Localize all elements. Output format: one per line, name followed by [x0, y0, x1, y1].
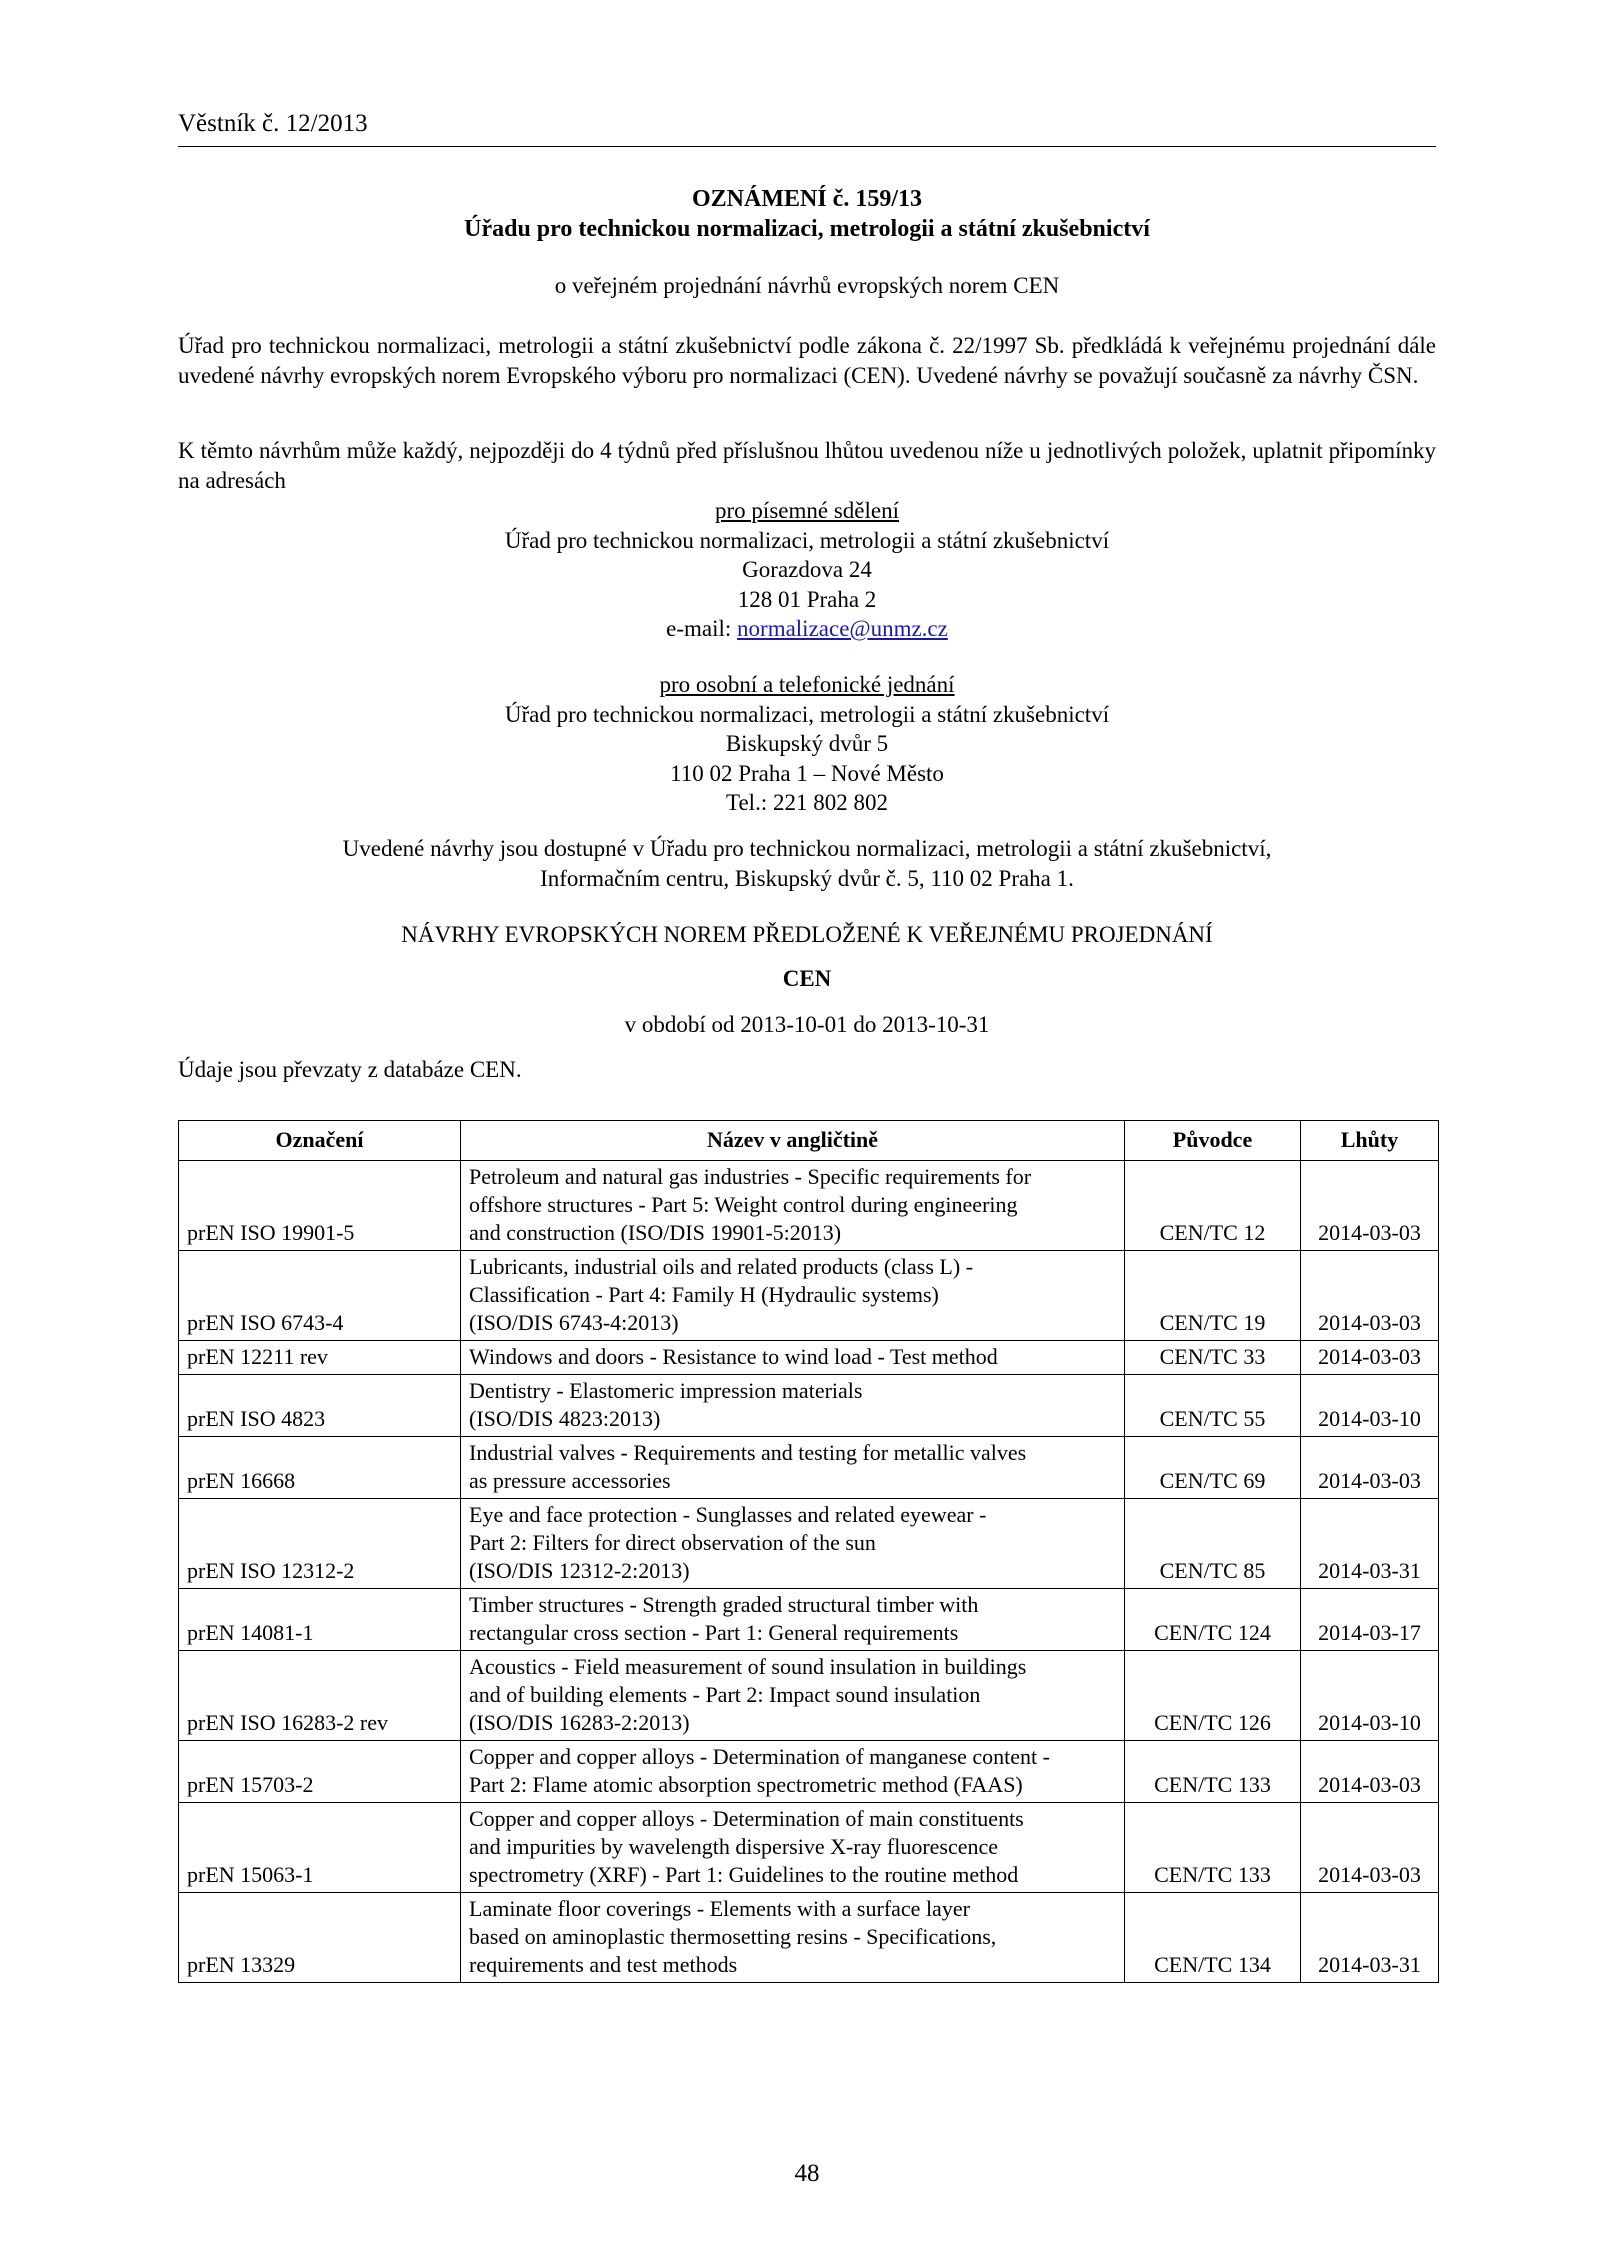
standard-designation: prEN ISO 6743-4	[179, 1251, 461, 1341]
standard-title-line: Laminate floor coverings - Elements with a surface layer	[469, 1896, 970, 1921]
standard-deadline: 2014-03-03	[1301, 1161, 1439, 1251]
header-rule	[178, 146, 1436, 147]
standard-originator: CEN/TC 19	[1125, 1251, 1301, 1341]
table-row	[179, 1375, 1439, 1437]
standard-originator: CEN/TC 133	[1125, 1803, 1301, 1893]
email-label: e-mail:	[666, 616, 738, 641]
standard-title-line: (ISO/DIS 16283-2:2013)	[469, 1710, 690, 1735]
personal-contact-city: 110 02 Praha 1 – Nové Město	[670, 760, 944, 786]
table-row	[179, 1161, 1439, 1251]
standard-title	[461, 1341, 1125, 1375]
comments-paragraph: K těmto návrhům může každý, nejpozději do 4 týdnů před příslušnou lhůtou uvedenou níže u jednotlivých položek, uplatnit připomínky na adresách	[178, 438, 1436, 493]
table-row	[179, 1341, 1439, 1375]
table-body	[179, 1161, 1439, 1983]
standard-designation: prEN 16668	[179, 1437, 461, 1499]
table-row	[179, 1437, 1439, 1499]
standard-title-line: Industrial valves - Requirements and testing for metallic valves	[469, 1440, 1027, 1465]
standard-originator: CEN/TC 85	[1125, 1499, 1301, 1589]
section-org: CEN	[782, 966, 832, 991]
standard-title-line: Dentistry - Elastomeric impression materials	[469, 1378, 863, 1403]
standard-deadline: 2014-03-03	[1301, 1741, 1439, 1803]
standards-table	[178, 1120, 1439, 1983]
standard-title-line: and of building elements - Part 2: Impact sound insulation	[469, 1682, 981, 1707]
standard-deadline: 2014-03-17	[1301, 1589, 1439, 1651]
standard-title-line: Windows and doors - Resistance to wind load - Test method	[469, 1344, 998, 1369]
standard-title-line: as pressure accessories	[469, 1468, 671, 1493]
standard-title-line: Copper and copper alloys - Determination of main constituents	[469, 1806, 1024, 1831]
availability-line-1: Uvedené návrhy jsou dostupné v Úřadu pro technickou normalizaci, metrologii a státní zkušebnictví,	[342, 836, 1272, 861]
standard-title-line: and impurities by wavelength dispersive X-ray fluorescence	[469, 1834, 999, 1859]
availability-block	[178, 834, 1436, 893]
standard-designation: prEN ISO 19901-5	[179, 1161, 461, 1251]
standard-title-line: Timber structures - Strength graded structural timber with	[469, 1592, 979, 1617]
standard-originator: CEN/TC 33	[1125, 1341, 1301, 1375]
standard-designation: prEN 15703-2	[179, 1741, 461, 1803]
table-row	[179, 1589, 1439, 1651]
standard-title-line: (ISO/DIS 12312-2:2013)	[469, 1558, 690, 1583]
written-contact-heading: pro písemné sdělení	[715, 498, 899, 523]
standard-designation: prEN ISO 16283-2 rev	[179, 1651, 461, 1741]
personal-contact-phone: Tel.: 221 802 802	[726, 790, 888, 815]
table-row	[179, 1651, 1439, 1741]
standard-originator: CEN/TC 126	[1125, 1651, 1301, 1741]
standard-deadline: 2014-03-31	[1301, 1893, 1439, 1983]
standard-originator: CEN/TC 134	[1125, 1893, 1301, 1983]
journal-header: Věstník č. 12/2013	[178, 110, 368, 137]
standard-title-line: requirements and test methods	[469, 1952, 738, 1977]
standard-title	[461, 1651, 1125, 1741]
standard-title	[461, 1161, 1125, 1251]
column-header-designation: Označení	[179, 1121, 461, 1161]
standard-title-line: Eye and face protection - Sunglasses and related eyewear -	[469, 1502, 987, 1527]
data-source-note: Údaje jsou převzaty z databáze CEN.	[178, 1057, 522, 1082]
standard-title-line: Part 2: Flame atomic absorption spectrometric method (FAAS)	[469, 1772, 1023, 1797]
standard-designation: prEN 12211 rev	[179, 1341, 461, 1375]
table-header-row	[179, 1121, 1439, 1161]
standard-designation: prEN 13329	[179, 1893, 461, 1983]
written-contact-block	[178, 496, 1436, 644]
standard-originator: CEN/TC 55	[1125, 1375, 1301, 1437]
standard-title-line: Part 2: Filters for direct observation of the sun	[469, 1530, 876, 1555]
written-contact-street: Gorazdova 24	[742, 557, 872, 582]
standard-deadline: 2014-03-03	[1301, 1251, 1439, 1341]
intro-paragraph: Úřad pro technickou normalizaci, metrologii a státní zkušebnictví podle zákona č. 22/1997 Sb. předkládá k veřejnému projednání dále uvedené návrhy evropských norem Evropského výboru pro normalizaci (CEN). Uvedené návrhy se považují současně za návrhy ČSN.	[178, 333, 1436, 388]
standard-title-line: Lubricants, industrial oils and related products (class L) -	[469, 1254, 974, 1279]
standard-title	[461, 1893, 1125, 1983]
standard-title	[461, 1589, 1125, 1651]
written-contact-org: Úřad pro technickou normalizaci, metrologii a státní zkušebnictví	[504, 527, 1110, 553]
standard-designation: prEN ISO 12312-2	[179, 1499, 461, 1589]
standard-originator: CEN/TC 12	[1125, 1161, 1301, 1251]
availability-line-2: Informačním centru, Biskupský dvůr č. 5, 110 02 Praha 1.	[540, 865, 1074, 891]
notice-subtitle: o veřejném projednání návrhů evropských norem CEN	[554, 273, 1060, 298]
standard-title-line: (ISO/DIS 6743-4:2013)	[469, 1310, 679, 1335]
standard-title-line: Copper and copper alloys - Determination of manganese content -	[469, 1744, 1050, 1769]
standard-title-line: and construction (ISO/DIS 19901-5:2013)	[469, 1220, 842, 1245]
column-header-originator: Původce	[1125, 1121, 1301, 1161]
standard-originator: CEN/TC 133	[1125, 1741, 1301, 1803]
standard-title-line: Acoustics - Field measurement of sound insulation in buildings	[469, 1654, 1027, 1679]
section-heading: NÁVRHY EVROPSKÝCH NOREM PŘEDLOŽENÉ K VEŘEJNÉMU PROJEDNÁNÍ	[401, 922, 1213, 947]
standard-title	[461, 1499, 1125, 1589]
standard-title	[461, 1251, 1125, 1341]
standard-title-line: offshore structures - Part 5: Weight control during engineering	[469, 1192, 1018, 1217]
standard-title	[461, 1741, 1125, 1803]
standard-title	[461, 1803, 1125, 1893]
personal-contact-heading: pro osobní a telefonické jednání	[659, 672, 955, 697]
standard-originator: CEN/TC 124	[1125, 1589, 1301, 1651]
standard-title-line: Classification - Part 4: Family H (Hydraulic systems)	[469, 1282, 939, 1307]
email-link[interactable]: normalizace@unmz.cz	[737, 616, 948, 641]
column-header-deadline: Lhůty	[1301, 1121, 1439, 1161]
standard-deadline: 2014-03-03	[1301, 1341, 1439, 1375]
standard-designation: prEN ISO 4823	[179, 1375, 461, 1437]
notice-authority: Úřadu pro technickou normalizaci, metrologii a státní zkušebnictví	[464, 216, 1150, 242]
standard-title-line: spectrometry (XRF) - Part 1: Guidelines to the routine method	[469, 1862, 1019, 1887]
standard-title-line: based on aminoplastic thermosetting resins - Specifications,	[469, 1924, 997, 1949]
standard-title	[461, 1375, 1125, 1437]
page-number: 48	[794, 2160, 820, 2187]
table-row	[179, 1893, 1439, 1983]
standard-deadline: 2014-03-03	[1301, 1437, 1439, 1499]
notice-title: OZNÁMENÍ č. 159/13	[692, 186, 922, 212]
standard-designation: prEN 15063-1	[179, 1803, 461, 1893]
table-row	[179, 1741, 1439, 1803]
standard-title-line: Petroleum and natural gas industries - Specific requirements for	[469, 1164, 1032, 1189]
standard-deadline: 2014-03-10	[1301, 1651, 1439, 1741]
standard-deadline: 2014-03-10	[1301, 1375, 1439, 1437]
section-period: v období od 2013-10-01 do 2013-10-31	[624, 1012, 990, 1037]
standard-title	[461, 1437, 1125, 1499]
standard-deadline: 2014-03-03	[1301, 1803, 1439, 1893]
table-row	[179, 1499, 1439, 1589]
standard-deadline: 2014-03-31	[1301, 1499, 1439, 1589]
table-row	[179, 1803, 1439, 1893]
table-row	[179, 1251, 1439, 1341]
personal-contact-street: Biskupský dvůr 5	[725, 731, 889, 756]
standard-originator: CEN/TC 69	[1125, 1437, 1301, 1499]
written-contact-email-line	[178, 614, 1436, 644]
personal-contact-block	[178, 670, 1436, 818]
written-contact-city: 128 01 Praha 2	[737, 586, 877, 612]
standard-title-line: rectangular cross section - Part 1: General requirements	[469, 1620, 959, 1645]
personal-contact-org: Úřad pro technickou normalizaci, metrologii a státní zkušebnictví	[504, 701, 1110, 727]
standard-title-line: (ISO/DIS 4823:2013)	[469, 1406, 661, 1431]
column-header-title: Název v angličtině	[461, 1121, 1125, 1161]
standard-designation: prEN 14081-1	[179, 1589, 461, 1651]
